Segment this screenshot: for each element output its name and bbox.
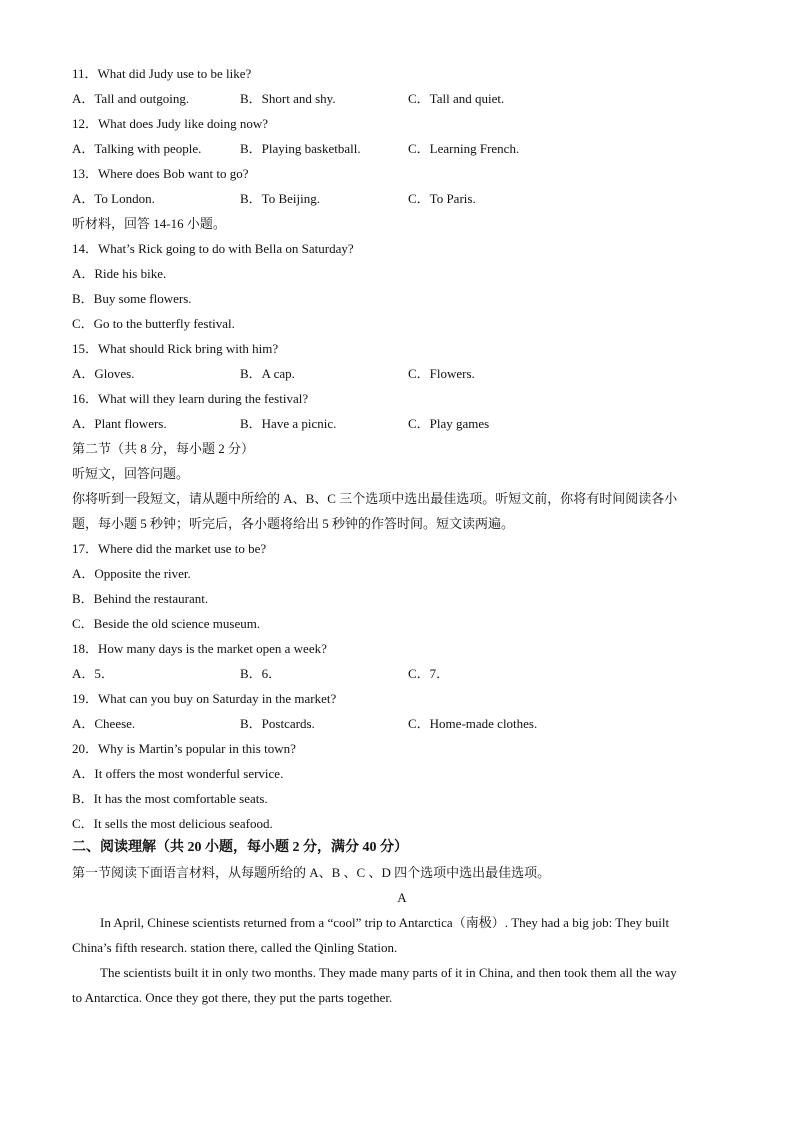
option-b: B．6． (240, 666, 282, 681)
question-12-options (72, 136, 732, 161)
question-17-stem: 17．Where did the market use to be? (72, 541, 267, 556)
option-c: C．Play games (408, 416, 490, 431)
option-a: A．Plant flowers. (72, 416, 167, 431)
question-16-stem: 16．What will they learn during the festival? (72, 391, 309, 406)
option-b: B．A cap. (240, 366, 295, 381)
option-a: A．Gloves. (72, 366, 135, 381)
question-17-option-a: A．Opposite the river. (72, 566, 191, 581)
question-15-options (72, 361, 732, 386)
question-11-stem: 11．What did Judy use to be like? (72, 66, 252, 81)
question-14-stem: 14．What’s Rick going to do with Bella on Saturday? (72, 241, 354, 256)
question-20-option-b: B．It has the most comfortable seats. (72, 791, 268, 806)
question-14-option-c: C．Go to the butterfly festival. (72, 316, 235, 331)
passage-paragraph-1-line-2: China’s fifth research. station there, called the Qinling Station. (72, 940, 398, 955)
passage-paragraph-2-line-1: The scientists built it in only two months. They made many parts of it in China, and then took them all the way (100, 965, 677, 980)
question-11-options (72, 86, 732, 111)
option-c: C．7． (408, 666, 450, 681)
section-2-instruction-line-1: 你将听到一段短文，请从题中所给的 A、B、C 三个选项中选出最佳选项。听短文前，你将有时间阅读各小 (72, 491, 678, 506)
question-20-stem: 20．Why is Martin’s popular in this town? (72, 741, 296, 756)
question-12-stem: 12．What does Judy like doing now? (72, 116, 269, 131)
option-a: A．5． (72, 666, 114, 681)
passage-paragraph-1-line-1: In April, Chinese scientists returned from a “cool” trip to Antarctica（南极）. They had a big job: They built (100, 915, 670, 930)
question-20-option-a: A．It offers the most wonderful service. (72, 766, 284, 781)
option-b: B．Have a picnic. (240, 416, 337, 431)
question-19-options (72, 711, 732, 736)
question-15-stem: 15．What should Rick bring with him? (72, 341, 279, 356)
option-b: B．Postcards. (240, 716, 315, 731)
option-a: A．Cheese. (72, 716, 136, 731)
option-a: A．Tall and outgoing. (72, 91, 190, 106)
option-b: B．Playing basketball. (240, 141, 361, 156)
instruction-14-16: 听材料，回答 14-16 小题。 (72, 216, 226, 231)
question-19-stem: 19．What can you buy on Saturday in the market? (72, 691, 337, 706)
option-b: B．To Beijing. (240, 191, 320, 206)
question-13-options (72, 186, 732, 211)
question-17-option-b: B．Behind the restaurant. (72, 591, 209, 606)
section-2-subtitle: 听短文，回答问题。 (72, 466, 190, 481)
option-b: B．Short and shy. (240, 91, 336, 106)
option-c: C．Tall and quiet. (408, 91, 505, 106)
question-16-options (72, 411, 732, 436)
question-17-option-c: C．Beside the old science museum. (72, 616, 261, 631)
question-18-options (72, 661, 732, 686)
option-c: C．Learning French. (408, 141, 520, 156)
passage-paragraph-2-line-2: to Antarctica. Once they got there, they put the parts together. (72, 990, 393, 1005)
question-20-option-c: C．It sells the most delicious seafood. (72, 816, 273, 831)
option-a: A．To London. (72, 191, 155, 206)
option-c: C．To Paris. (408, 191, 476, 206)
question-18-stem: 18．How many days is the market open a week? (72, 641, 327, 656)
section-2-title: 第二节（共 8 分，每小题 2 分） (72, 441, 255, 456)
part-2-instruction: 第一节阅读下面语言材料，从每题所给的 A、B 、C 、D 四个选项中选出最佳选项。 (72, 865, 551, 880)
option-a: A．Talking with people. (72, 141, 202, 156)
option-c: C．Home-made clothes. (408, 716, 538, 731)
section-2-instruction-line-2: 题，每小题 5 秒钟；听完后，各小题将给出 5 秒钟的作答时间。短文读两遍。 (72, 516, 515, 531)
option-c: C．Flowers. (408, 366, 475, 381)
question-14-option-b: B．Buy some flowers. (72, 291, 192, 306)
part-2-title: 二、阅读理解（共 20 小题，每小题 2 分，满分 40 分） (72, 840, 408, 855)
question-14-option-a: A．Ride his bike. (72, 266, 167, 281)
passage-label: A (397, 890, 407, 905)
question-13-stem: 13．Where does Bob want to go? (72, 166, 249, 181)
